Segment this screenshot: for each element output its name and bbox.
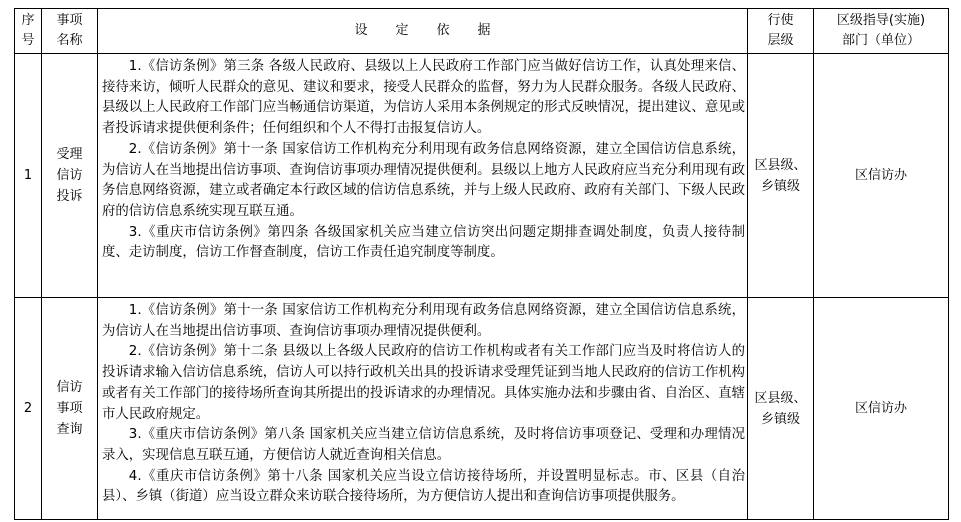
header-dept-line2: 部门（单位） (841, 33, 920, 48)
basis-paragraph: 2.《信访条例》第十二条 县级以上各级人民政府的信访工作机构或者有关工作部门应当及时将信访人的投诉请求输入信访信息系统，信访人可以持行政机关出具的投诉请求受理凭证到当地人民政府的信访工作机构或者有关工作部门的接待场所查询其所提出的投诉请求的办理情况。具体实施办法和步骤由省、自治区、直辖市人民政府规定。 (102, 344, 745, 422)
basis-paragraph: 1.《信访条例》第三条 各级人民政府、县级以上人民政府工作部门应当做好信访工作，认真处理来信、接待来访，倾听人民群众的意见、建议和要求，接受人民群众的监督，努力为人民群众服务。各级人民政府、县级以上人民政府工作部门应当畅通信访渠道，为信访人采用本条例规定的形式反映情况，提出建议、意见或者投诉请求提供便利条件；任何组织和个人不得打击报复信访人。 (102, 59, 745, 137)
row-level (748, 54, 814, 298)
header-row (15, 9, 949, 54)
header-name-line1: 事项 (56, 13, 83, 28)
basis-paragraph: 3.《重庆市信访条例》第四条 各级国家机关应当建立信访突出问题定期排查调处制度，负责人接待制度、走访制度，信访工作督查制度，信访工作责任追究制度等制度。 (102, 224, 745, 261)
row-name-line: 事项 (56, 401, 83, 416)
row-name-line: 受理 (56, 147, 83, 162)
header-no (15, 9, 42, 54)
basis-paragraph: 4.《重庆市信访条例》第十八条 国家机关应当设立信访接待场所，并设置明显标志。市、区县（自治县）、乡镇（街道）应当设立群众来访联合接待场所，为方便信访人提出和查询信访事项提供服务。 (102, 468, 745, 505)
basis-paragraph: 2.《信访条例》第十一条 国家信访工作机构充分利用现有政务信息网络资源，建立全国信访信息系统，为信访人在当地提出信访事项、查询信访事项办理情况提供便利。县级以上地方人民政府应当充分利用现有政务信息网络资源，建立或者确定本行政区域的信访信息系统，并与上级人民政府、政府有关部门、下级人民政府的信访信息系统实现互联互通。 (102, 141, 745, 219)
header-level (748, 9, 814, 54)
header-basis: 设定依据 (98, 9, 748, 54)
row-name-line: 信访 (56, 380, 83, 395)
row-dept: 区信访办 (814, 54, 949, 298)
header-dept (814, 9, 949, 54)
basis-paragraph: 3.《重庆市信访条例》第八条 国家机关应当建立信访信息系统，及时将信访事项登记、受理和办理情况录入，实现信息互联互通，方便信访人就近查询相关信息。 (102, 427, 745, 463)
header-no-line1: 序 (21, 13, 35, 28)
row-level-line: 区县级、 (754, 390, 807, 406)
items-table (14, 8, 949, 520)
row-name-line: 信访 (56, 168, 83, 183)
row-name-line: 查询 (56, 422, 83, 437)
header-level-line2: 层级 (767, 33, 794, 48)
basis-paragraph: 1.《信访条例》第十一条 国家信访工作机构充分利用现有政务信息网络资源，建立全国信访信息系统，为信访人在当地提出信访事项、查询信访事项办理情况提供便利。 (102, 303, 745, 339)
row-level-line: 乡镇级 (760, 178, 800, 194)
header-name-line2: 名称 (56, 33, 83, 48)
row-dept: 区信访办 (814, 298, 949, 520)
header-dept-line1: 区级指导(实施) (836, 13, 926, 28)
header-level-line1: 行使 (767, 13, 794, 28)
row-level (748, 298, 814, 520)
row-name-line: 投诉 (56, 189, 83, 204)
row-level-line: 区县级、 (754, 157, 807, 173)
row-basis (98, 54, 748, 298)
header-name (42, 9, 98, 54)
row-no: 2 (15, 298, 42, 520)
row-name (42, 54, 98, 298)
table-row (15, 54, 949, 298)
row-basis (98, 298, 748, 520)
header-no-line2: 号 (21, 33, 35, 48)
row-no: 1 (15, 54, 42, 298)
row-name (42, 298, 98, 520)
table-row (15, 298, 949, 520)
row-level-line: 乡镇级 (760, 411, 800, 427)
